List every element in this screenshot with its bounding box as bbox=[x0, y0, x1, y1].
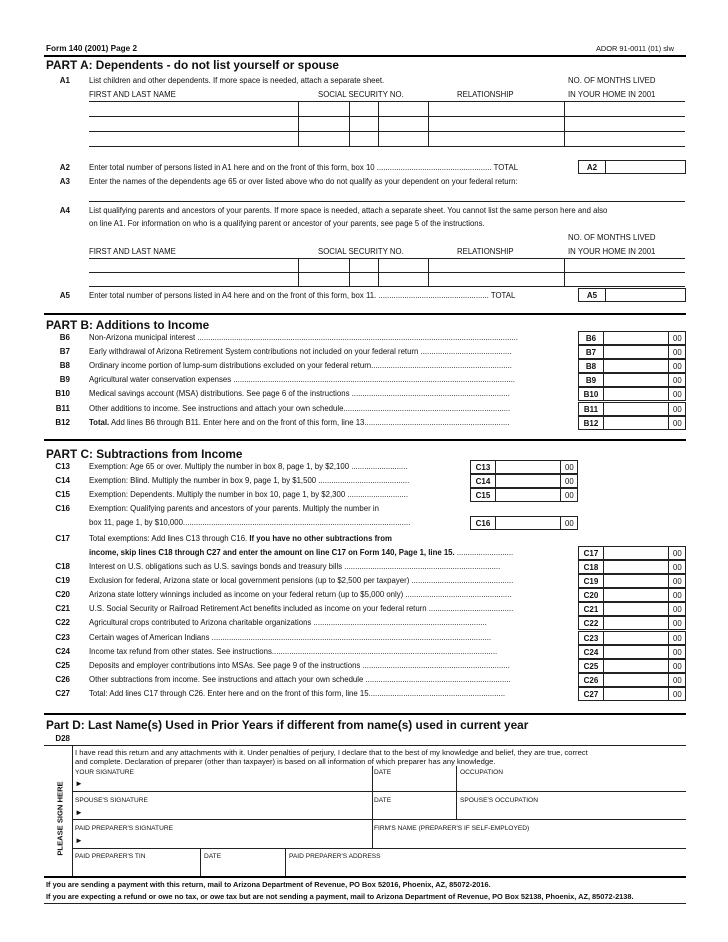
b11-number: B11 bbox=[55, 403, 70, 413]
c24-number: C24 bbox=[55, 646, 70, 656]
c17-text-1b: If you have no other subtractions from bbox=[249, 534, 392, 543]
sign-col-sep-5 bbox=[372, 819, 373, 848]
b7-text-body: Early withdrawal of Arizona Retirement System contributions not included on your federal return .......................................... bbox=[89, 347, 512, 357]
c23-amount-box[interactable] bbox=[578, 631, 686, 645]
b7-amount-box[interactable] bbox=[578, 345, 686, 359]
c22-cents: 00 bbox=[673, 619, 682, 629]
c25-text: Deposits and employer contributions into MSAs. See page 9 of the instructions .................................................................... bbox=[89, 660, 510, 670]
a2-total-box[interactable] bbox=[578, 160, 686, 174]
your-signature-label: YOUR SIGNATURE bbox=[75, 769, 134, 776]
sign-col-sep-2 bbox=[456, 766, 457, 791]
b8-cents: 00 bbox=[673, 362, 682, 372]
c17-text-2 bbox=[89, 548, 513, 558]
c25-number: C25 bbox=[55, 660, 70, 670]
a1-months-1: NO. OF MONTHS LIVED bbox=[568, 76, 656, 85]
a1-number: A1 bbox=[59, 76, 70, 85]
please-sign-here bbox=[46, 770, 74, 870]
c15-text: Exemption: Dependents. Multiply the number in box 10, page 1, by $2,300 ............................ bbox=[89, 490, 408, 499]
c27-cents-divider bbox=[668, 688, 669, 700]
c18-text: Interest on U.S. obligations such as U.S. savings bonds and treasury bills ........................................................................ bbox=[89, 562, 501, 571]
c17-dots: .......................... bbox=[454, 548, 514, 557]
a4-col-name: FIRST AND LAST NAME bbox=[89, 247, 176, 256]
c26-cents: 00 bbox=[673, 675, 682, 685]
c17-text-1 bbox=[89, 534, 392, 544]
preparer-signature-label: PAID PREPARER'S SIGNATURE bbox=[75, 825, 173, 832]
b10-text-body: Medical savings account (MSA) distributions. See page 6 of the instructions ......................................................................... bbox=[89, 389, 510, 399]
sign-col-sep-7 bbox=[285, 848, 286, 876]
b6-cents: 00 bbox=[673, 334, 682, 343]
a1-col-ssn: SOCIAL SECURITY NO. bbox=[318, 90, 404, 99]
c24-cents: 00 bbox=[673, 647, 682, 657]
b8-box-label: B8 bbox=[579, 360, 604, 372]
your-signature-line[interactable] bbox=[73, 791, 686, 792]
c14-text: Exemption: Blind. Multiply the number in box 9, page 1, by $1,500 .......................................... bbox=[89, 476, 410, 485]
form-code: ADOR 91-0011 (01) slw bbox=[596, 44, 674, 53]
part-c-rule bbox=[44, 713, 686, 715]
c19-cents-divider bbox=[668, 575, 669, 587]
c26-cents-divider bbox=[668, 674, 669, 686]
please-sign-here-text: PLEASE SIGN HERE bbox=[55, 781, 65, 856]
c14-cents: 00 bbox=[565, 477, 574, 486]
a4-months-1: NO. OF MONTHS LIVED bbox=[568, 233, 656, 242]
c22-amount-box[interactable] bbox=[578, 616, 686, 630]
c26-box-label: C26 bbox=[579, 674, 604, 686]
c20-cents-divider bbox=[668, 589, 669, 601]
b9-text bbox=[89, 375, 515, 385]
c25-amount-box[interactable] bbox=[578, 659, 686, 673]
c17-text-1a: Total exemptions: Add lines C13 through C16. bbox=[89, 534, 250, 543]
c27-text: Total: Add lines C17 through C26. Enter here and on the front of this form, line 15............................................................... bbox=[89, 688, 506, 698]
c13-number: C13 bbox=[55, 462, 70, 471]
c21-cents-divider bbox=[668, 603, 669, 615]
c14-box-label: C14 bbox=[471, 475, 496, 487]
b12-amount-box[interactable] bbox=[578, 416, 686, 430]
a5-number: A5 bbox=[59, 291, 70, 300]
b6-number: B6 bbox=[59, 333, 70, 342]
c24-cents-divider bbox=[668, 646, 669, 658]
b11-amount-box[interactable] bbox=[578, 402, 686, 416]
c22-text: Agricultural crops contributed to Arizona charitable organizations ................................................................................ bbox=[89, 618, 487, 628]
part-a-rule bbox=[44, 313, 686, 315]
a1-months-2: IN YOUR HOME IN 2001 bbox=[568, 90, 656, 99]
b7-box-label: B7 bbox=[579, 346, 604, 358]
b8-amount-box[interactable] bbox=[578, 359, 686, 373]
a4-text-1: List qualifying parents and ancestors of your parents. If more space is needed, attach a separate sheet. You cannot list the same person here and also bbox=[89, 206, 608, 215]
part-b-title: PART B: Additions to Income bbox=[46, 318, 210, 332]
c15-cents-divider bbox=[560, 489, 561, 501]
spouse-signature-line[interactable] bbox=[73, 819, 686, 820]
b11-text bbox=[89, 404, 510, 414]
b12-text bbox=[89, 418, 510, 428]
c14-number: C14 bbox=[55, 476, 70, 485]
a4-col-rel: RELATIONSHIP bbox=[457, 247, 514, 256]
c20-text: Arizona state lottery winnings included as income on your federal return (up to $5,000 only) ................................................. bbox=[89, 590, 512, 600]
date-label-2: DATE bbox=[374, 797, 392, 804]
b10-box-label: B10 bbox=[579, 388, 604, 400]
a2-text: Enter total number of persons listed in A1 here and on the front of this form, box 10 ..................................................... TOTAL bbox=[89, 163, 519, 172]
a5-total-box[interactable] bbox=[578, 288, 686, 302]
c18-cents-divider bbox=[668, 561, 669, 573]
preparer-signature-line[interactable] bbox=[73, 848, 686, 849]
footer-rule bbox=[44, 903, 686, 904]
c23-box-label: C23 bbox=[579, 632, 604, 644]
a1-col-rel: RELATIONSHIP bbox=[457, 90, 514, 99]
c19-box-label: C19 bbox=[579, 575, 604, 587]
a3-text: Enter the names of the dependents age 65 or over listed above who do not qualify as your dependent on your federal return: bbox=[89, 177, 518, 186]
c14-amount-box[interactable] bbox=[470, 474, 578, 488]
a4-months-2: IN YOUR HOME IN 2001 bbox=[568, 247, 656, 256]
c16-amount-box[interactable] bbox=[470, 516, 578, 530]
declaration-1: I have read this return and any attachments with it. Under penalties of perjury, I declare that to the best of my knowledge and belief, they are true, correct bbox=[75, 748, 588, 757]
c19-amount-box[interactable] bbox=[578, 574, 686, 588]
d28-entry-line[interactable] bbox=[44, 745, 686, 746]
c17-amount-box[interactable] bbox=[578, 546, 686, 560]
c13-amount-box[interactable] bbox=[470, 460, 578, 474]
sign-col-sep-3 bbox=[372, 791, 373, 819]
sign-bottom-rule bbox=[44, 876, 686, 878]
c25-cents: 00 bbox=[673, 661, 682, 671]
c18-cents: 00 bbox=[673, 563, 682, 572]
c13-box-label: C13 bbox=[471, 461, 496, 473]
c23-cents-divider bbox=[668, 632, 669, 644]
b12-cents-divider bbox=[668, 417, 669, 429]
c17-number: C17 bbox=[55, 534, 70, 543]
sign-col-sep-4 bbox=[456, 791, 457, 819]
date-label-3: DATE bbox=[204, 853, 222, 860]
b9-number: B9 bbox=[59, 375, 70, 385]
a3-entry-line[interactable] bbox=[89, 201, 685, 202]
b6-text bbox=[89, 333, 518, 343]
b12-text-bold: Total. bbox=[89, 417, 110, 427]
c23-text: Certain wages of American Indians ................................................................................................................................. bbox=[89, 632, 492, 642]
a4-number: A4 bbox=[59, 206, 70, 215]
c19-number: C19 bbox=[55, 576, 70, 586]
b12-box-label: B12 bbox=[579, 417, 604, 429]
d28-number: D28 bbox=[55, 734, 70, 743]
c21-amount-box[interactable] bbox=[578, 602, 686, 616]
b8-number: B8 bbox=[59, 361, 70, 371]
c25-cents-divider bbox=[668, 660, 669, 672]
preparer-tin-label: PAID PREPARER'S TIN bbox=[75, 853, 146, 860]
b9-cents: 00 bbox=[673, 376, 682, 386]
c26-amount-box[interactable] bbox=[578, 673, 686, 687]
c21-text: U.S. Social Security or Railroad Retirement Act benefits included as income on your federal return ....................................... bbox=[89, 604, 514, 614]
c26-text: Other subtractions from income. See instructions and attach your own schedule ................................................................... bbox=[89, 674, 511, 684]
a4-text-2: on line A1. For information on who is a qualifying parent or ancestor of your parents, see page 5 of the instructions. bbox=[89, 219, 485, 228]
arrow-icon: ► bbox=[75, 836, 83, 845]
c20-box-label: C20 bbox=[579, 589, 604, 601]
b11-cents-divider bbox=[668, 403, 669, 415]
form-id: Form 140 (2001) Page 2 bbox=[46, 44, 138, 53]
c20-amount-box[interactable] bbox=[578, 588, 686, 602]
c16-box-label: C16 bbox=[471, 517, 496, 529]
c27-cents: 00 bbox=[673, 689, 682, 699]
c19-text: Exclusion for federal, Arizona state or local government pensions (up to $2,500 per taxpayer) ............................................... bbox=[89, 576, 514, 586]
b8-text-body: Ordinary income portion of lump-sum distributions excluded on your federal return................................................................. bbox=[89, 361, 512, 371]
c15-box-label: C15 bbox=[471, 489, 496, 501]
b6-cents-divider bbox=[668, 332, 669, 344]
b7-cents-divider bbox=[668, 346, 669, 358]
a2-number: A2 bbox=[59, 163, 70, 172]
sign-col-sep-1 bbox=[372, 766, 373, 791]
c23-number: C23 bbox=[55, 632, 70, 642]
sign-col-sep-6 bbox=[200, 848, 201, 876]
b10-text bbox=[89, 389, 510, 399]
c16-number: C16 bbox=[55, 504, 70, 513]
occupation-label: OCCUPATION bbox=[460, 769, 503, 776]
date-label-1: DATE bbox=[374, 769, 392, 776]
b7-cents: 00 bbox=[673, 348, 682, 358]
b11-text-body: Other additions to income. See instructions and attach your own schedule............................................................................. bbox=[89, 403, 511, 413]
b8-cents-divider bbox=[668, 360, 669, 372]
c13-cents-divider bbox=[560, 461, 561, 473]
c15-amount-box[interactable] bbox=[470, 488, 578, 502]
part-d-title: Part D: Last Name(s) Used in Prior Years if different from name(s) used in current year bbox=[46, 718, 529, 732]
b6-amount-box[interactable] bbox=[578, 331, 686, 345]
b11-cents: 00 bbox=[673, 404, 682, 414]
c13-cents: 00 bbox=[565, 463, 574, 472]
c22-number: C22 bbox=[55, 618, 70, 628]
a4-col-ssn: SOCIAL SECURITY NO. bbox=[318, 247, 404, 256]
spouse-occupation-label: SPOUSE'S OCCUPATION bbox=[460, 797, 538, 804]
c25-box-label: C25 bbox=[579, 660, 604, 672]
c20-number: C20 bbox=[55, 590, 70, 600]
spouse-signature-label: SPOUSE'S SIGNATURE bbox=[75, 797, 148, 804]
b9-box-label: B9 bbox=[579, 374, 604, 386]
a5-text: Enter total number of persons listed in A4 here and on the front of this form, box 11. ................................................... TOTAL bbox=[89, 291, 516, 300]
part-c-title: PART C: Subtractions from Income bbox=[46, 447, 243, 461]
c15-cents: 00 bbox=[565, 491, 574, 500]
b9-amount-box[interactable] bbox=[578, 373, 686, 387]
c16-text-2: box 11, page 1, by $10,000......................................................................................................... bbox=[89, 518, 411, 527]
a1-text: List children and other dependents. If more space is needed, attach a separate sheet. bbox=[89, 76, 385, 85]
b10-number: B10 bbox=[55, 389, 70, 399]
c17-box-label: C17 bbox=[579, 547, 604, 559]
c22-box-label: C22 bbox=[579, 617, 604, 629]
b7-number: B7 bbox=[59, 347, 70, 357]
b8-text bbox=[89, 361, 512, 371]
declaration-2: and complete. Declaration of preparer (other than taxpayer) is based on all information of which preparer has any knowledge. bbox=[75, 757, 496, 766]
c16-cents: 00 bbox=[565, 519, 574, 528]
a5-box-label: A5 bbox=[579, 289, 606, 301]
b12-text-body: Add lines B6 through B11. Enter here and on the front of this form, line 13................................................................... bbox=[109, 417, 510, 427]
c15-number: C15 bbox=[55, 490, 70, 499]
b12-cents: 00 bbox=[673, 418, 682, 428]
a2-box-label: A2 bbox=[579, 161, 606, 173]
b10-cents-divider bbox=[668, 388, 669, 400]
c23-cents: 00 bbox=[673, 633, 682, 643]
b9-text-body: Agricultural water conservation expenses .................................................................................................................................. bbox=[89, 375, 515, 385]
part-b-rule bbox=[44, 439, 686, 441]
c26-number: C26 bbox=[55, 674, 70, 684]
mail-refund: If you are expecting a refund or owe no tax, or owe tax but are not sending a payment, mail to Arizona Department of Revenue, PO Box 52138, Phoenix, AZ, 85072-2138. bbox=[46, 892, 634, 901]
b6-text-body: Non-Arizona municipal interest .................................................................................................................................................... bbox=[89, 333, 518, 342]
c17-text-2a: income, skip lines C18 through C27 and enter the amount on line C17 on Form 140, Page 1, line 15. bbox=[89, 548, 455, 557]
b6-box-label: B6 bbox=[579, 332, 604, 344]
c27-box-label: C27 bbox=[579, 688, 604, 700]
c21-cents: 00 bbox=[673, 605, 682, 615]
c22-cents-divider bbox=[668, 617, 669, 629]
c17-cents: 00 bbox=[673, 549, 682, 558]
c18-box-label: C18 bbox=[579, 561, 604, 573]
a1-col-name: FIRST AND LAST NAME bbox=[89, 90, 176, 99]
preparer-address-label: PAID PREPARER'S ADDRESS bbox=[289, 853, 381, 860]
b12-number: B12 bbox=[55, 417, 70, 427]
c24-box-label: C24 bbox=[579, 646, 604, 658]
c16-text-1: Exemption: Qualifying parents and ancestors of your parents. Multiply the number in bbox=[89, 504, 379, 513]
c14-cents-divider bbox=[560, 475, 561, 487]
c18-number: C18 bbox=[55, 562, 70, 571]
b10-amount-box[interactable] bbox=[578, 387, 686, 401]
firm-name-label: FIRM'S NAME (PREPARER'S IF SELF-EMPLOYED) bbox=[374, 825, 530, 832]
c20-cents: 00 bbox=[673, 591, 682, 601]
c21-number: C21 bbox=[55, 604, 70, 614]
c19-cents: 00 bbox=[673, 577, 682, 587]
c24-amount-box[interactable] bbox=[578, 645, 686, 659]
b11-box-label: B11 bbox=[579, 403, 604, 415]
c21-box-label: C21 bbox=[579, 603, 604, 615]
b7-text bbox=[89, 347, 512, 357]
c13-text: Exemption: Age 65 or over. Multiply the number in box 8, page 1, by $2,100 .......................... bbox=[89, 462, 408, 471]
arrow-icon: ► bbox=[75, 779, 83, 788]
a3-number: A3 bbox=[59, 177, 70, 186]
b10-cents: 00 bbox=[673, 390, 682, 400]
b9-cents-divider bbox=[668, 374, 669, 386]
mail-payment: If you are sending a payment with this return, mail to Arizona Department of Revenue, PO Box 52016, Phoenix, AZ, 85072-2016. bbox=[46, 880, 491, 889]
c27-amount-box[interactable] bbox=[578, 687, 686, 701]
c24-text: Income tax refund from other states. See instructions........................................................................................................ bbox=[89, 646, 498, 656]
c18-amount-box[interactable] bbox=[578, 560, 686, 574]
part-a-title: PART A: Dependents - do not list yourself or spouse bbox=[46, 58, 339, 72]
c27-number: C27 bbox=[55, 688, 70, 698]
arrow-icon: ► bbox=[75, 808, 83, 817]
header-rule bbox=[44, 55, 686, 57]
